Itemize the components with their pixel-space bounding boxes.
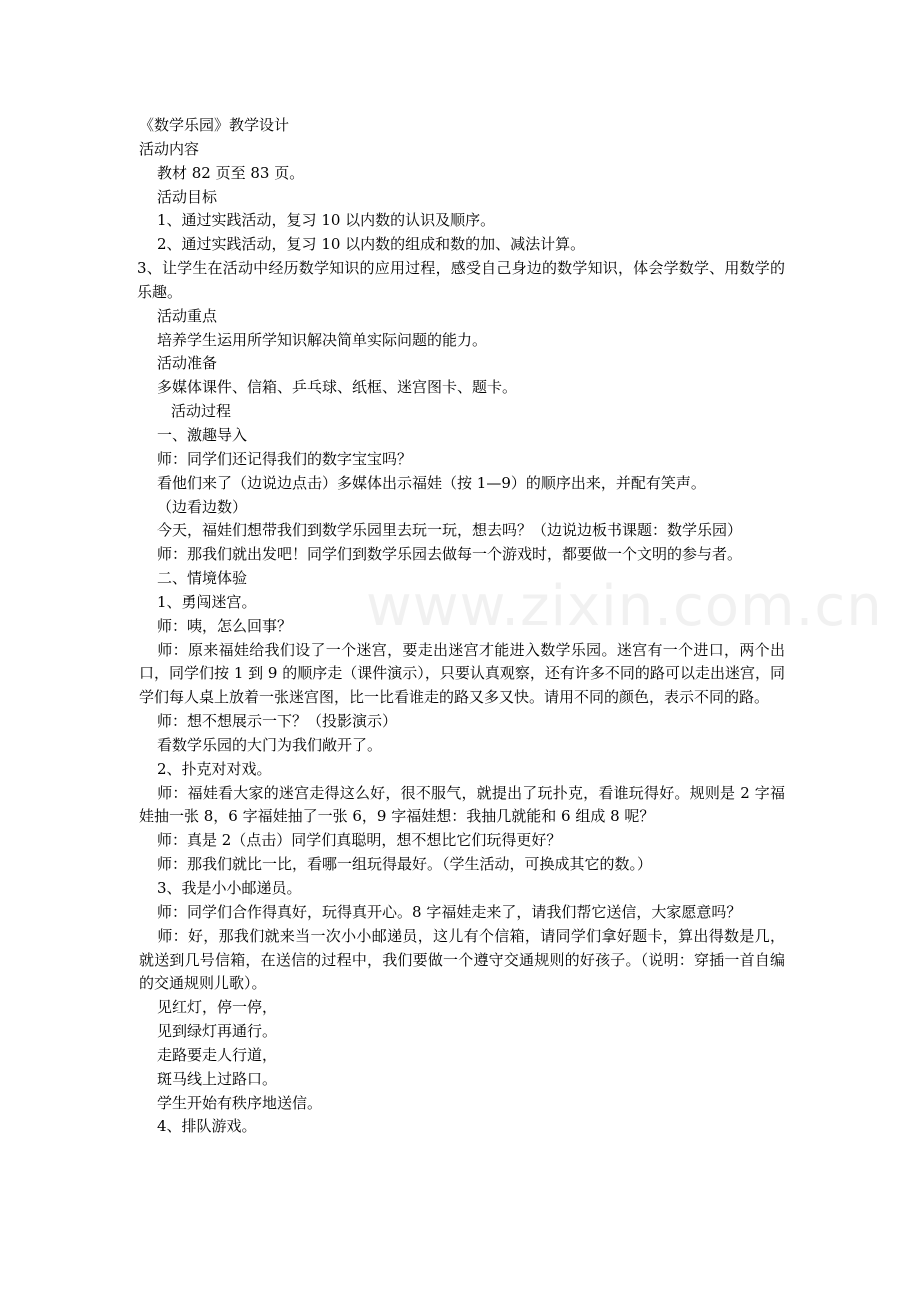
activity-heading: 2、扑克对对戏。 <box>157 759 272 778</box>
section-heading: 活动目标 <box>157 187 218 206</box>
document-page <box>139 114 785 1139</box>
dialogue-text: 师：福娃看大家的迷宫走得这么好，很不服气，就提出了玩扑克，看谁玩得好。规则是 2 字福娃抽一张 8，6 字福娃抽了一张 6，9 字福娃想：我抽几就能和 6 组成 8 呢？ <box>139 783 785 826</box>
poem-line: 见红灯，停一停， <box>157 998 278 1017</box>
paragraph: 培养学生运用所学知识解决简单实际问题的能力。 <box>157 330 488 349</box>
paragraph: 多媒体课件、信箱、乒乓球、纸框、迷宫图卡、题卡。 <box>157 378 518 397</box>
dialogue-text: 师：原来福娃给我们设了一个迷宫，要走出迷宫才能进入数学乐园。迷宫有一个进口，两个出口，同学们按 1 到 9 的顺序走（课件演示），只要认真观察，还有许多不同的路可以走出迷宫，同学们每人桌上放着一张迷宫图，比一比看谁走的路又多又快。请用不同的颜色，表示不同的路。 <box>139 640 785 707</box>
paragraph: 看数学乐园的大门为我们敞开了。 <box>157 735 383 754</box>
section-heading: 活动重点 <box>157 306 218 325</box>
poem-line: 走路要走人行道， <box>157 1045 278 1064</box>
activity-heading: 3、我是小小邮递员。 <box>157 879 302 897</box>
subsection-heading: 一、激趣导入 <box>157 425 248 444</box>
paragraph: 教材 82 页至 83 页。 <box>157 163 305 182</box>
dialogue-text: 师：好，那我们就来当一次小小邮递员，这儿有个信箱，请同学们拿好题卡，算出得数是几，就送到几号信箱，在送信的过程中，我们要做一个遵守交通规则的好孩子。（说明：穿插一首自编的交通规则儿歌）。 <box>139 926 785 993</box>
dialogue-paragraph <box>139 782 785 830</box>
activity-heading: 4、排队游戏。 <box>157 1117 257 1136</box>
subsection-heading: 二、情境体验 <box>157 569 248 588</box>
paragraph: （边看边数） <box>157 497 248 516</box>
dialogue-line: 师：那我们就比一比，看哪一组玩得最好。（学生活动，可换成其它的数。） <box>157 855 653 874</box>
list-item: 1、通过实践活动，复习 10 以内数的认识及顺序。 <box>157 211 496 230</box>
dialogue-line: 师：咦，怎么回事？ <box>157 616 293 635</box>
poem-line: 见到绿灯再通行。 <box>157 1022 278 1041</box>
dialogue-paragraph <box>139 925 785 997</box>
paragraph: 今天，福娃们想带我们到数学乐园里去玩一玩，想去吗？（边说边板书课题：数学乐园） <box>157 521 743 540</box>
paragraph: 学生开始有秩序地送信。 <box>157 1093 323 1112</box>
section-heading: 活动过程 <box>171 402 232 421</box>
document-title: 《数学乐园》教学设计 <box>139 116 290 134</box>
list-item: 2、通过实践活动，复习 10 以内数的组成和数的加、减法计算。 <box>157 235 586 254</box>
dialogue-paragraph <box>139 639 785 711</box>
dialogue-line: 师：同学们还记得我们的数字宝宝吗？ <box>157 449 413 468</box>
dialogue-line: 师：真是 2（点击）同学们真聪明，想不想比它们玩得更好？ <box>157 831 562 850</box>
section-heading: 活动内容 <box>139 139 200 158</box>
activity-heading: 1、勇闯迷宫。 <box>157 592 257 611</box>
dialogue-line: 师：同学们合作得真好，玩得真开心。8 字福娃走来了，请我们帮它送信，大家愿意吗？ <box>157 902 742 921</box>
list-item: 3、让学生在活动中经历数学知识的应用过程，感受自己身边的数学知识，体会学数学、用数学的乐趣。 <box>137 259 785 301</box>
dialogue-line: 师：想不想展示一下？（投影演示） <box>157 712 398 731</box>
paragraph: 看他们来了（边说边点击）多媒体出示福娃（按 1—9）的顺序出来，并配有笑声。 <box>157 473 706 492</box>
poem-line: 斑马线上过路口。 <box>157 1069 278 1088</box>
section-heading: 活动准备 <box>157 354 218 373</box>
site-watermark: www.zixin.com.cn <box>366 574 883 639</box>
dialogue-line: 师：那我们就出发吧！同学们到数学乐园去做每一个游戏时，都要做一个文明的参与者。 <box>157 545 743 564</box>
